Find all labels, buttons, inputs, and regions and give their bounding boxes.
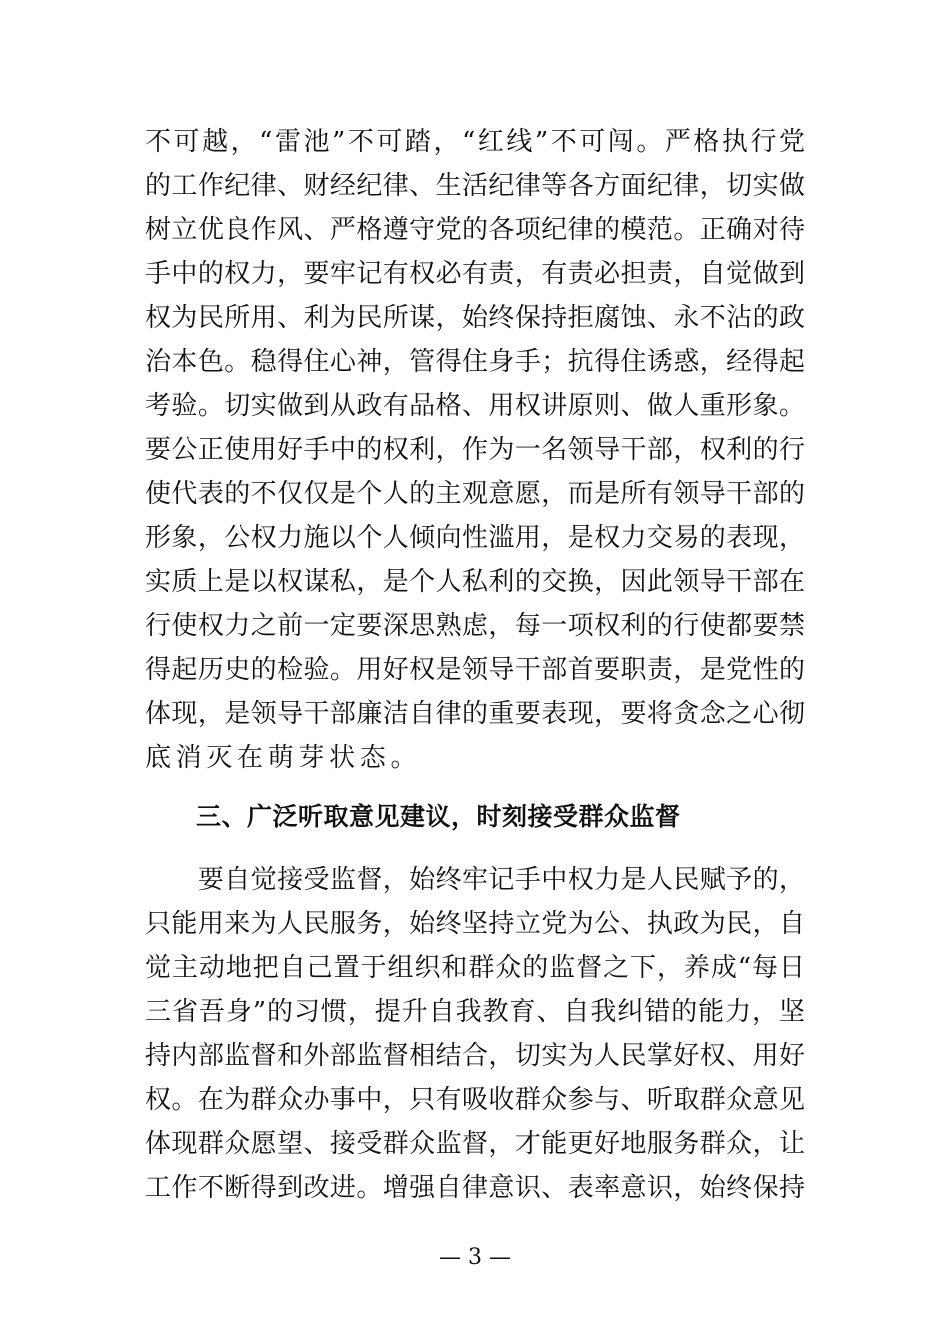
text-line: 得起历史的检验。用好权是领导干部首要职责，是党性的 xyxy=(145,655,805,685)
text-line: 体现群众愿望、接受群众监督，才能更好地服务群众，让 xyxy=(145,1129,805,1159)
text-line: 权为民所用、利为民所谋，始终保持拒腐蚀、永不沾的政 xyxy=(145,303,805,333)
text-line: 树立优良作风、严格遵守党的各项纪律的模范。正确对待 xyxy=(145,215,805,245)
text-line: 要自觉接受监督，始终牢记手中权力是人民赋予的， xyxy=(145,865,805,895)
text-line: 治本色。稳得住心神，管得住身手；抗得住诱惑，经得起 xyxy=(145,347,805,377)
text-line: 手中的权力，要牢记有权必有责，有责必担责，自觉做到 xyxy=(145,259,805,289)
section-heading: 三、广泛听取意见建议，时刻接受群众监督 xyxy=(196,802,681,831)
text-line: 使代表的不仅仅是个人的主观意愿，而是所有领导干部的 xyxy=(145,479,805,509)
text-line: 的工作纪律、财经纪律、生活纪律等各方面纪律，切实做 xyxy=(145,171,805,201)
text-line: 实质上是以权谋私，是个人私利的交换，因此领导干部在 xyxy=(145,567,805,597)
text-line: 底消灭在萌芽状态。 xyxy=(145,743,422,773)
text-line: 只能用来为人民服务，始终坚持立党为公、执政为民，自 xyxy=(145,909,805,939)
text-line: 权。在为群众办事中，只有吸收群众参与、听取群众意见 xyxy=(145,1085,805,1115)
text-line: 觉主动地把自己置于组织和群众的监督之下，养成“每日 xyxy=(145,953,805,983)
text-line: 持内部监督和外部监督相结合，切实为人民掌好权、用好 xyxy=(145,1041,805,1071)
text-line: 行使权力之前一定要深思熟虑，每一项权利的行使都要禁 xyxy=(145,611,805,641)
text-line: 要公正使用好手中的权利，作为一名领导干部，权利的行 xyxy=(145,435,805,465)
text-line: 体现，是领导干部廉洁自律的重要表现，要将贪念之心彻 xyxy=(145,699,805,729)
text-line: 三省吾身”的习惯，提升自我教育、自我纠错的能力，坚 xyxy=(145,997,805,1027)
text-line: 考验。切实做到从政有品格、用权讲原则、做人重形象。 xyxy=(145,391,805,421)
text-line: 形象，公权力施以个人倾向性滥用，是权力交易的表现， xyxy=(145,523,805,553)
page-number: — 3 — xyxy=(439,1245,511,1270)
text-line: 不可越，“雷池”不可踏，“红线”不可闯。严格执行党 xyxy=(145,127,805,157)
text-line: 工作不断得到改进。增强自律意识、表率意识，始终保持 xyxy=(145,1173,805,1203)
